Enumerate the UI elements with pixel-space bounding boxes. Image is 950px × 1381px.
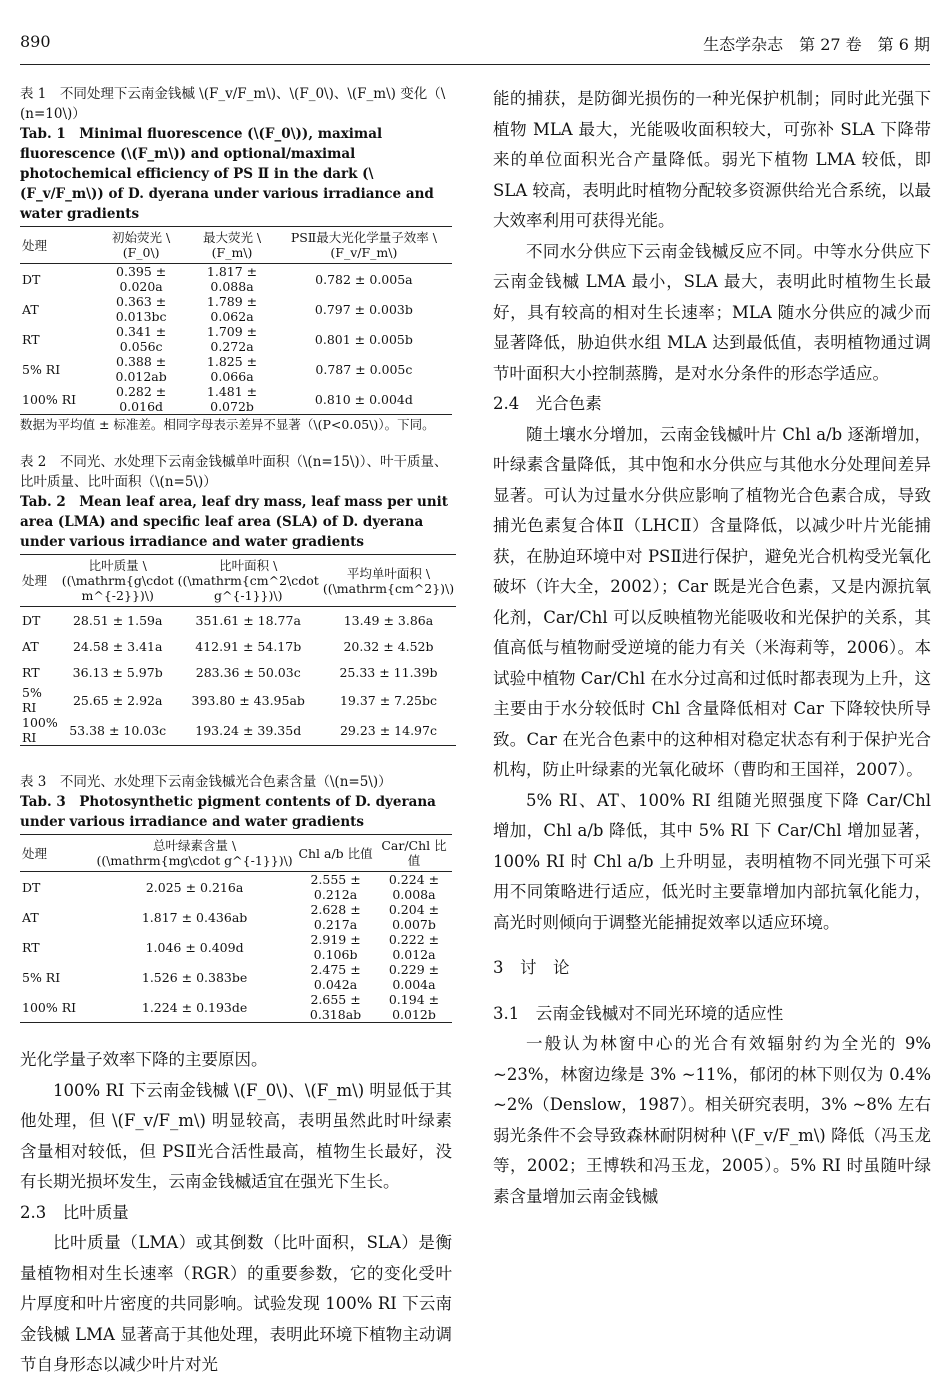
table-cell: 5% RI <box>22 361 61 377</box>
paragraph: 不同水分供应下云南金钱槭反应不同。中等水分供应下云南金钱槭 LMA 最小，SLA 最大，表明此时植物生长最好，具有较高的相对生长速率；MLA 随水分供应的减少而显著降低，胁迫供水组 MLA 达到最低值，表明植物通过调节叶面积大小控制蒸腾，是对水分条件的形态学适应。 <box>493 241 931 383</box>
table2-header: 比叶质量 \((\mathrm{g\cdot m^{-2}})\) <box>61 558 174 603</box>
table-cell: 5% RI <box>22 685 42 715</box>
table-cell: 20.32 ± 4.52b <box>343 638 434 654</box>
table-cell: 2.655 ± 0.318ab <box>309 992 362 1022</box>
section-heading <box>493 389 931 420</box>
table-cell: 0.222 ± 0.012a <box>388 932 440 962</box>
section-title: 比叶质量 <box>62 1202 129 1222</box>
section-number: 2.3 <box>20 1202 47 1222</box>
paragraph: 光化学量子效率下降的主要原因。 <box>20 1050 268 1069</box>
table-cell: 53.38 ± 10.03c <box>69 722 167 738</box>
table-cell: 1.046 ± 0.409d <box>145 939 244 955</box>
table-row <box>20 633 456 659</box>
table1 <box>20 226 452 415</box>
table-row <box>20 932 452 962</box>
table-cell: AT <box>22 301 39 317</box>
table-cell: 5% RI <box>22 969 61 985</box>
section-number: 2.4 <box>493 394 520 413</box>
table-cell: 412.91 ± 54.17b <box>195 638 302 654</box>
table-cell: 0.801 ± 0.005b <box>314 331 413 347</box>
section-title: 云南金钱槭对不同光环境的适应性 <box>535 1003 784 1023</box>
table-cell: 283.36 ± 50.03c <box>195 664 301 680</box>
table1-note: 数据为平均值 ± 标准差。相同字母表示差异不显著（\(P<0.05\)）。下同。 <box>20 417 435 432</box>
table-cell: 0.395 ± 0.020a <box>116 264 167 294</box>
table-cell: 1.789 ± 0.062a <box>206 294 258 324</box>
table-cell: 0.282 ± 0.016d <box>116 384 167 414</box>
paragraph: 100% RI 下云南金钱槭 \(F_0\)、\(F_m\) 明显低于其他处理，但 \(F_v/F_m\) 明显较高，表明虽然此时叶绿素含量相对较低，但 PSⅡ光合活性最高，植物生长最好，没有长期光损坏发生，云南金钱槭适宜在强光下生长。 <box>20 1080 452 1191</box>
table-cell: 13.49 ± 3.86a <box>343 612 434 628</box>
table-cell: 1.224 ± 0.193de <box>141 999 248 1015</box>
table-cell: 25.33 ± 11.39b <box>339 664 438 680</box>
table-cell: 2.919 ± 0.106b <box>310 932 361 962</box>
table-cell: 1.817 ± 0.436ab <box>141 909 248 925</box>
table-cell: RT <box>22 331 40 347</box>
table-row <box>20 659 456 685</box>
paragraph: 随土壤水分增加，云南金钱槭叶片 Chl a/b 逐渐增加，叶绿素含量降低，其中饱和水分供应与其他水分处理间差异显著。可认为过量水分供应影响了植物光合色素合成，导致捕光色素复合体Ⅱ（LHCⅡ）含量降低，以减少叶片光能捕获，在胁迫环境中对 PSⅡ进行保护，避免光合机构受光氧化破坏（许大全，2002）；Car 既是光合色素，又是内源抗氧化剂，Car/Chl 可以反映植物光能吸收和光保护的关系，其值高低与植物耐受逆境的能力有关（米海莉等，2006）。本试验中植物 Car/Chl 在水分过高和过低时都表现为上升，这主要由于水分较低时 Chl 含量降低相对 Car 下降较快所导致。Car 在光合色素中的这种相对稳定状态有利于保护光合机构，防止叶绿素的光氧化破坏（曹昀和王国祥，2007）。 <box>493 424 931 779</box>
table-cell: AT <box>22 638 39 654</box>
table-row <box>20 294 452 324</box>
journal-info: 生态学杂志 第 27 卷 第 6 期 <box>703 35 930 54</box>
table-row <box>20 354 452 384</box>
table-cell: RT <box>22 939 40 955</box>
table3-caption-cn: 表 3 不同光、水处理下云南金钱槭光合色素含量（\(n=5\)） <box>20 774 392 790</box>
section-number: 3 <box>493 958 504 977</box>
table-row <box>20 685 456 715</box>
table-cell: RT <box>22 664 40 680</box>
table-cell: 36.13 ± 5.97b <box>72 664 163 680</box>
table1-header: 处理 <box>22 237 48 253</box>
table-cell: 100% RI <box>22 391 77 407</box>
table-cell: 2.025 ± 0.216a <box>145 879 244 895</box>
section-title: 讨 论 <box>520 958 570 977</box>
table-cell: 393.80 ± 43.95ab <box>191 692 305 708</box>
section-title: 光合色素 <box>535 394 602 413</box>
table-cell: AT <box>22 909 39 925</box>
table1-header: 最大荧光 \(F_m\) <box>202 230 262 260</box>
page-header <box>20 30 930 65</box>
section-heading <box>493 953 931 984</box>
table-cell: 0.363 ± 0.013bc <box>115 294 167 324</box>
table2-header: 平均单叶面积 \((\mathrm{cm^2})\) <box>322 565 455 596</box>
table-cell: 0.229 ± 0.004a <box>388 962 440 992</box>
table-row <box>20 992 452 1023</box>
table3-caption-en: Tab. 3 Photosynthetic pigment contents of D. dyerana under various irradiance and water gradients <box>20 794 436 830</box>
table1-header: 初始荧光 \(F_0\) <box>112 230 171 260</box>
table-cell: 0.341 ± 0.056c <box>116 324 167 354</box>
table-cell: 0.388 ± 0.012ab <box>115 354 167 384</box>
section-heading <box>493 999 931 1030</box>
table1-caption-cn: 表 1 不同处理下云南金钱槭 \(F_v/F_m\)、\(F_0\)、\(F_m\) 变化（\(n=10\)） <box>20 86 446 122</box>
table-cell: 2.555 ± 0.212a <box>310 872 361 902</box>
table-row <box>20 962 452 992</box>
table-cell: 0.204 ± 0.007b <box>388 902 440 932</box>
table2 <box>20 554 456 746</box>
table-cell: DT <box>22 271 41 287</box>
table-cell: 100% RI <box>22 999 77 1015</box>
table3-header: 总叶绿素含量 \((\mathrm{mg\cdot g^{-1}})\) <box>96 838 293 868</box>
table-cell: 100% RI <box>22 715 58 745</box>
paragraph: 5% RI、AT、100% RI 组随光照强度下降 Car/Chl 增加，Chl a/b 降低，其中 5% RI 下 Car/Chl 增加显著，100% RI 时 Chl a/b 上升明显，表明植物不同光强下可采用不同策略进行适应，低光时主要靠增加内部抗氧化能力，高光时则倾向于调整光能捕捉效率以适应环境。 <box>493 790 931 932</box>
table2-caption-cn: 表 2 不同光、水处理下云南金钱槭单叶面积（\(n=15\)）、叶干质量、比叶质量、比叶面积（\(n=5\)） <box>20 454 448 490</box>
table2-caption-en: Tab. 2 Mean leaf area, leaf dry mass, leaf mass per unit area (LMA) and specific leaf area (SLA) of D. dyerana under various irradiance and water gradients <box>20 494 449 550</box>
table1-caption-en: Tab. 1 Minimal fluorescence (\(F_0\)), maximal fluorescence (\(F_m\)) and optional/maximal photochemical efficiency of PS Ⅱ in the dark (\(F_v/F_m\)) of D. dyerana under various irradiance and water gradients <box>20 126 434 222</box>
table-cell: 25.65 ± 2.92a <box>72 692 163 708</box>
table-row <box>20 607 456 634</box>
table-cell: DT <box>22 879 41 895</box>
table2-header: 比叶面积 \((\mathrm{cm^2\cdot g^{-1}})\) <box>177 558 319 603</box>
table-row <box>20 384 452 415</box>
table-row <box>20 324 452 354</box>
table-cell: 1.481 ± 0.072b <box>206 384 258 414</box>
table-cell: 0.224 ± 0.008a <box>388 872 440 902</box>
table-cell: DT <box>22 612 41 628</box>
table-row <box>20 872 452 903</box>
table-row <box>20 902 452 932</box>
table-cell: 0.782 ± 0.005a <box>315 271 413 287</box>
table-cell: 0.787 ± 0.005c <box>315 361 413 377</box>
section-number: 3.1 <box>493 1003 520 1023</box>
page-number: 890 <box>20 32 51 51</box>
table-cell: 1.825 ± 0.066a <box>206 354 258 384</box>
right-column <box>493 84 931 1212</box>
table-cell: 28.51 ± 1.59a <box>72 612 163 628</box>
paragraph: 能的捕获，是防御光损伤的一种光保护机制；同时此光强下植物 MLA 最大，光能吸收面积较大，可弥补 SLA 下降带来的单位面积光合产量降低。弱光下植物 LMA 较低，即 SLA 较高，表明此时植物分配较多资源供给光合系统，以最大效率利用可获得光能。 <box>493 89 931 230</box>
table-cell: 2.475 ± 0.042a <box>310 962 361 992</box>
table-cell: 1.709 ± 0.272a <box>206 324 258 354</box>
table-cell: 29.23 ± 14.97c <box>339 722 437 738</box>
table-cell: 1.526 ± 0.383be <box>141 969 248 985</box>
table-cell: 19.37 ± 7.25bc <box>339 692 437 708</box>
left-column <box>20 84 455 1381</box>
table3 <box>20 834 452 1023</box>
section-heading <box>20 1198 452 1229</box>
table3-header: 处理 <box>22 845 48 861</box>
table-cell: 0.810 ± 0.004d <box>314 391 413 407</box>
table-row <box>20 264 452 295</box>
paragraph: 一般认为林窗中心的光合有效辐射约为全光的 9% ~23%，林窗边缘是 3% ~11%，郁闭的林下则仅为 0.4% ~2%（Denslow，1987）。相关研究表明，3% ~8% 左右弱光条件不会导致森林耐阴树种 \(F_v/F_m\) 降低（冯玉龙等，2002；王博轶和冯玉龙，2005）。5% RI 时虽随叶绿素含量增加云南金钱槭 <box>493 1034 931 1206</box>
table-cell: 2.628 ± 0.217a <box>310 902 361 932</box>
table-cell: 0.797 ± 0.003b <box>314 301 413 317</box>
table-cell: 351.61 ± 18.77a <box>195 612 301 628</box>
table-cell: 1.817 ± 0.088a <box>206 264 258 294</box>
table-cell: 193.24 ± 39.35d <box>195 722 302 738</box>
table-cell: 0.194 ± 0.012b <box>388 992 440 1022</box>
table3-header: Chl a/b 比值 <box>298 845 373 861</box>
paragraph: 比叶质量（LMA）或其倒数（比叶面积，SLA）是衡量植物相对生长速率（RGR）的重要参数，它的变化受叶片厚度和叶片密度的共同影响。试验发现 100% RI 下云南金钱槭 LMA 显著高于其他处理，表明此环境下植物主动调节自身形态以减少叶片对光 <box>20 1233 452 1374</box>
table2-header: 处理 <box>22 573 48 588</box>
table-row <box>20 715 456 746</box>
table3-header: Car/Chl 比值 <box>381 838 447 868</box>
table1-header: PSⅡ最大光化学量子效率 \(F_v/F_m\) <box>290 230 437 260</box>
table-cell: 24.58 ± 3.41a <box>72 638 163 654</box>
